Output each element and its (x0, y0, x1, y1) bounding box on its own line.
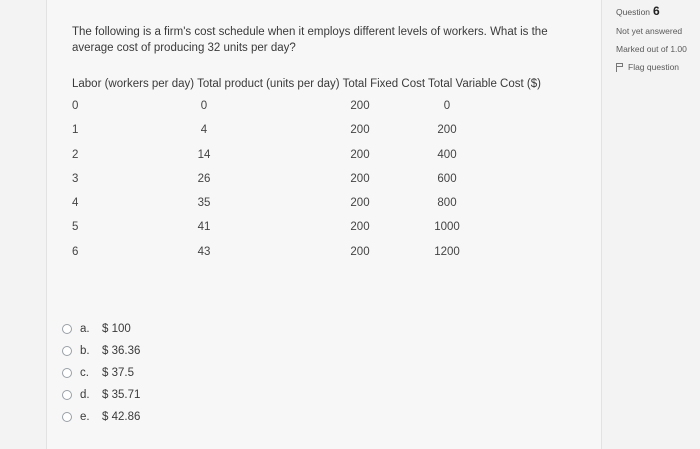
answer-options (62, 318, 140, 428)
table-row (72, 100, 592, 124)
labor-cell: 0 (72, 100, 79, 112)
fixed-cost-cell: 200 (350, 245, 370, 258)
fixed-cost-cell: 200 (350, 124, 370, 137)
product-cell: 0 (200, 100, 208, 112)
table-row (72, 221, 592, 245)
question-info-panel (616, 4, 700, 72)
labor-cell: 5 (72, 221, 79, 234)
answer-option-e[interactable] (62, 406, 140, 428)
flag-label[interactable]: Flag question (628, 62, 680, 72)
cost-schedule-table (72, 78, 541, 258)
answer-option-b[interactable] (62, 340, 140, 362)
radio-button[interactable] (62, 390, 72, 400)
labor-cell: 1 (72, 124, 79, 137)
radio-button[interactable] (62, 346, 72, 356)
fixed-cost-cell: 200 (350, 172, 370, 185)
option-letter: d. (80, 389, 90, 401)
answer-status: Not yet answered (616, 26, 683, 36)
answer-option-a[interactable] (62, 318, 140, 340)
option-letter: c. (80, 367, 89, 379)
question-number: 6 (653, 4, 660, 18)
table-row (72, 197, 592, 221)
flag-question-link[interactable] (616, 62, 700, 72)
option-value: $ 36.36 (102, 345, 141, 357)
flag-icon[interactable] (616, 63, 624, 72)
variable-cost-cell: 0 (443, 100, 451, 112)
fixed-cost-cell: 200 (350, 221, 370, 234)
table-row (72, 173, 592, 197)
question-heading (616, 4, 700, 18)
fixed-cost-cell: 200 (350, 148, 370, 161)
variable-cost-cell: 1000 (434, 221, 460, 234)
labor-cell: 2 (72, 148, 79, 161)
question-label: Question (616, 7, 651, 17)
option-value: $ 35.71 (102, 389, 141, 401)
option-letter: a. (80, 323, 90, 335)
answer-option-c[interactable] (62, 362, 140, 384)
radio-button[interactable] (62, 412, 72, 422)
variable-cost-cell: 800 (437, 197, 457, 210)
option-value: $ 42.86 (102, 411, 141, 423)
product-cell: 14 (197, 148, 211, 161)
radio-button[interactable] (62, 324, 72, 334)
fixed-cost-cell: 200 (350, 100, 370, 112)
option-value: $ 37.5 (102, 367, 134, 379)
labor-cell: 3 (72, 172, 79, 185)
question-text: The following is a firm's cost schedule when it employs different levels of workers. What is the average cost of producing 32 units per day? (72, 26, 548, 54)
variable-cost-cell: 200 (437, 124, 457, 137)
fixed-cost-cell: 200 (350, 197, 370, 210)
table-rows (72, 100, 592, 270)
product-cell: 43 (197, 245, 211, 258)
product-cell: 35 (197, 197, 211, 210)
table-header: Labor (workers per day) Total product (units per day) Total Fixed Cost Total Variable Cost ($) (72, 78, 541, 90)
answer-option-d[interactable] (62, 384, 140, 406)
labor-cell: 4 (72, 197, 79, 210)
option-letter: e. (80, 411, 90, 423)
table-row (72, 246, 592, 270)
variable-cost-cell: 600 (437, 172, 457, 185)
marks-info: Marked out of 1.00 (616, 44, 687, 54)
table-row (72, 149, 592, 173)
product-cell: 26 (197, 172, 211, 185)
labor-cell: 6 (72, 245, 79, 258)
variable-cost-cell: 1200 (434, 245, 460, 258)
variable-cost-cell: 400 (437, 148, 457, 161)
option-letter: b. (80, 345, 90, 357)
product-cell: 4 (200, 124, 208, 137)
option-value: $ 100 (102, 323, 131, 335)
product-cell: 41 (197, 221, 211, 234)
radio-button[interactable] (62, 368, 72, 378)
table-row (72, 124, 592, 148)
